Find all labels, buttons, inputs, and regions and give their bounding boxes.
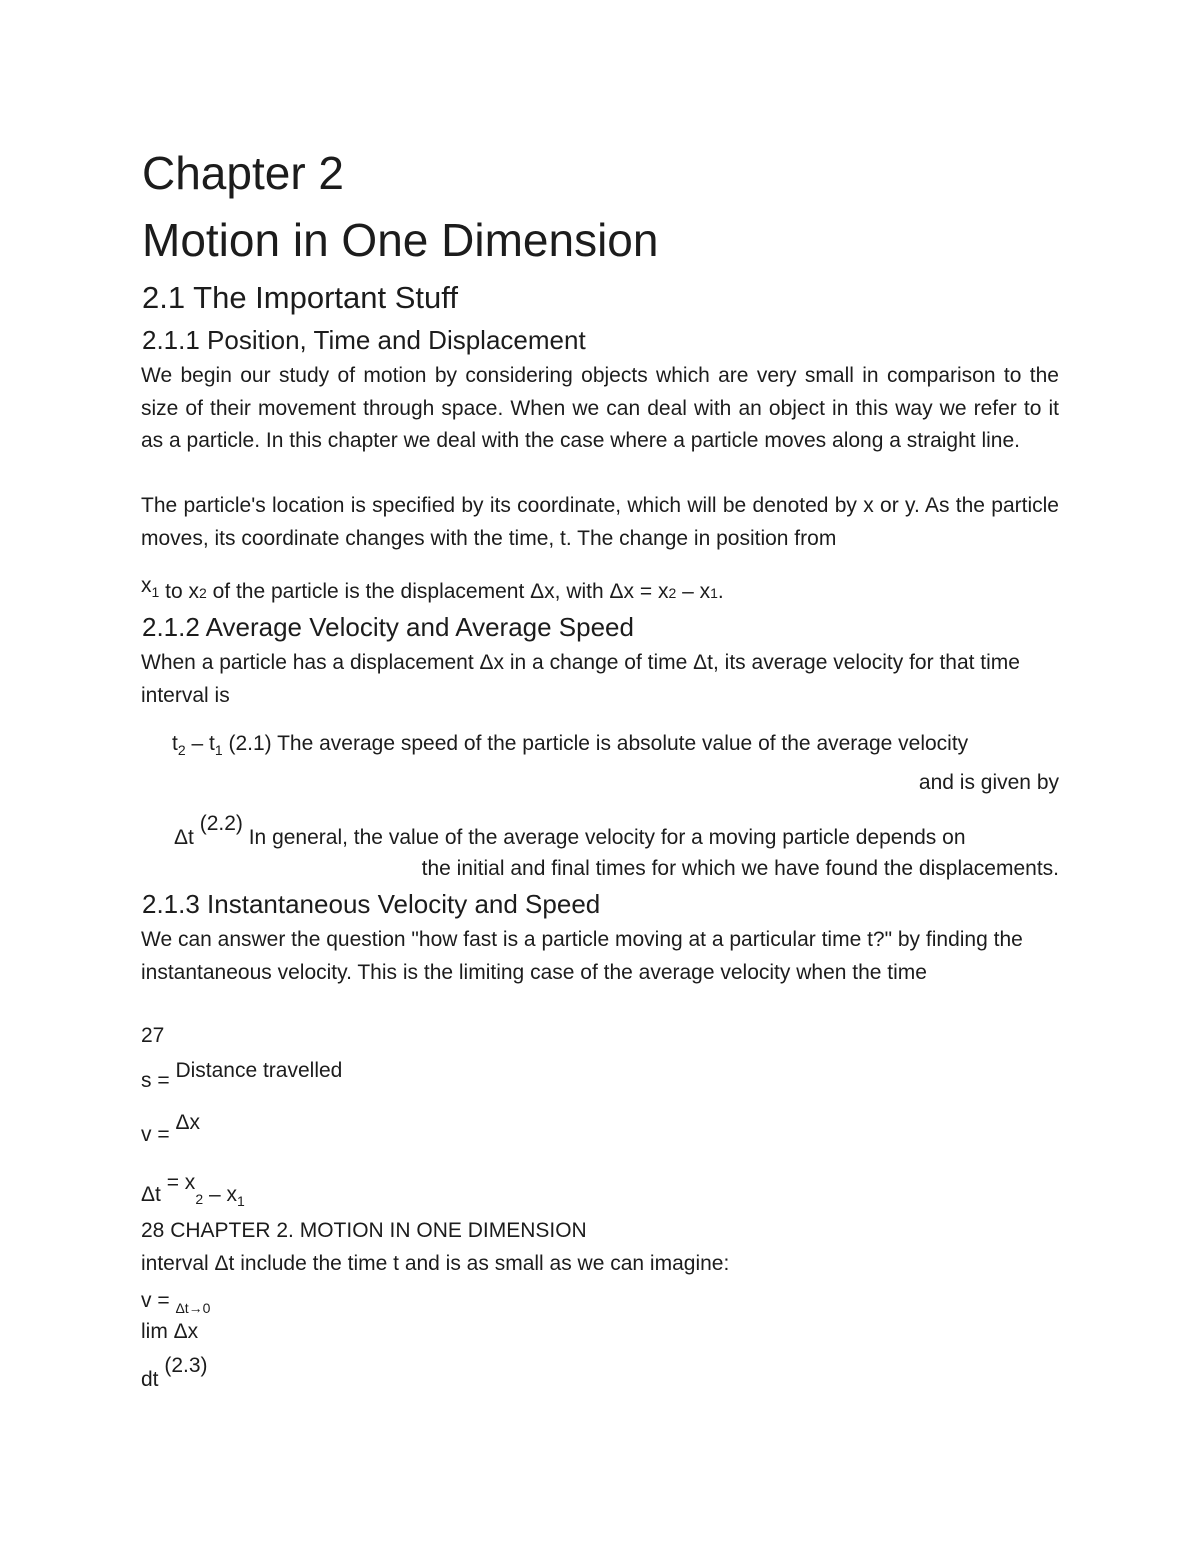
equation-2-2: Δt $^{(2.2)}$ In general, the value of the average velocity for a moving particle depends on — [174, 812, 966, 849]
chapter-number: Chapter 2 — [142, 147, 345, 199]
x1-symbol: $x_1$ — [141, 574, 160, 601]
subsection-heading-2-1-1: 2.1.1 Position, Time and Displacement — [142, 325, 586, 355]
displacement-line: $x_1$ to x2 of the particle is the displacement Δx, with Δx = x2 – x1. — [141, 574, 724, 603]
paragraph-instantaneous: We can answer the question "how fast is a particle moving at a particular time t?" by finding the instantaneous velocity. This is the limiting case of the average velocity when the time — [141, 928, 1023, 984]
page-number: 27 — [141, 1024, 165, 1047]
limit-velocity: v = $_{\Delta t\to 0}$ — [141, 1289, 211, 1316]
interval-line: interval Δt include the time t and is as small as we can imagine: — [141, 1252, 730, 1275]
subsection-heading-2-1-3: 2.1.3 Instantaneous Velocity and Speed — [142, 889, 601, 919]
limit-line: lim Δx — [141, 1320, 199, 1343]
paragraph-coordinate: The particle's location is specified by its coordinate, which will be denoted by x or y. As the particle moves, its coordinate changes with the time, t. The change in position from — [141, 494, 1059, 550]
speed-formula: s = Distance travelled — [141, 1059, 343, 1092]
equation-2-1: $t_2 - t_1$ (2.1) The average speed of the particle is absolute value of the average velocity — [172, 732, 969, 759]
equation-2-2-continued: the initial and final times for which we have found the displacements. — [421, 857, 1059, 880]
subsection-heading-2-1-2: 2.1.2 Average Velocity and Average Speed — [142, 612, 634, 642]
chapter-title: Motion in One Dimension — [142, 214, 659, 266]
velocity-formula: v = Δx — [141, 1111, 200, 1146]
section-heading: 2.1 The Important Stuff — [142, 280, 458, 315]
delta-t-formula: $\Delta t = x_2 - x_1$ — [141, 1171, 245, 1210]
equation-2-3: dt (2.3) — [141, 1354, 208, 1391]
paragraph-average-velocity: When a particle has a displacement Δx in a change of time Δt, its average velocity for that time interval is — [141, 651, 1020, 707]
running-head: 28 CHAPTER 2. MOTION IN ONE DIMENSION — [141, 1219, 587, 1242]
paragraph-particle: We begin our study of motion by considering objects which are very small in comparison to the size of their movement through space. When we can deal with an object in this way we refer to it as a particle. In this chapter we deal with the case where a particle moves along a straight line. — [141, 364, 1059, 452]
equation-2-1-continued: and is given by — [918, 771, 1059, 794]
